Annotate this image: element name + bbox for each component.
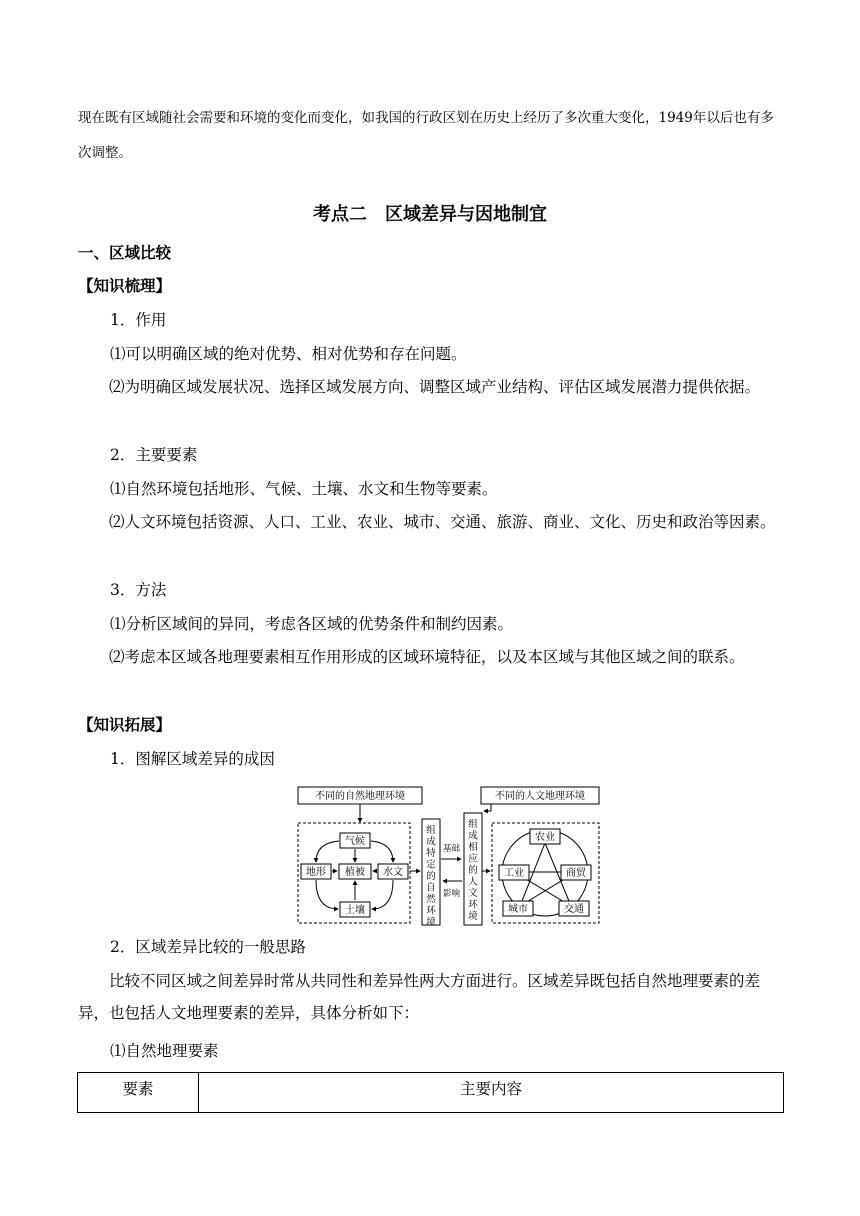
heading-region-comparison: 一、区域比较 (78, 244, 172, 262)
hydrology-label: 水文 (383, 867, 403, 878)
soil-label: 土壤 (345, 905, 365, 916)
extension-2-paragraph: 比较不同区域之间差异时常从共同性和差异性两大方面进行。区域差异既包括自然地理要素的差异，也包括人文地理要素的差异，具体分析如下： (78, 972, 761, 1022)
extension-2-heading: 2．区域差异比较的一般思路 (110, 938, 306, 956)
agriculture-label: 农业 (535, 832, 555, 843)
arrow-landform-soil (316, 880, 338, 909)
climate-label: 气候 (345, 836, 365, 847)
industry-label: 工业 (504, 868, 524, 879)
arrow-climate-hydrology (371, 841, 393, 862)
intro-paragraph: 现在既有区域随社会需要和环境的变化而变化，如我国的行政区划在历史上经历了多次重大变化，1949年以后也有多次调整。 (78, 110, 774, 161)
basis-label: 基础 (443, 844, 461, 854)
landform-label: 地形 (306, 867, 326, 878)
city-label: 城市 (508, 904, 528, 915)
item-2-heading: 2．主要要素 (110, 446, 198, 464)
section-title: 考点二 区域差异与因地制宜 (313, 204, 547, 225)
table-header-element: 要素 (78, 1073, 199, 1113)
tag-knowledge-review: 【知识梳理】 (78, 277, 172, 295)
vegetation-label: 植被 (345, 867, 365, 878)
region-difference-diagram (296, 785, 602, 927)
natural-elements-table (77, 1072, 784, 1113)
influence-label: 影响 (443, 889, 461, 899)
table-header-row (78, 1073, 784, 1113)
arrow-hydrology-soil (372, 880, 393, 909)
human-environment-header: 不同的人文地理环境 (495, 791, 585, 802)
item-3-heading: 3．方法 (110, 581, 167, 599)
tag-knowledge-extension: 【知识拓展】 (78, 716, 172, 734)
item-1-point-2: ⑵为明确区域发展状况、选择区域发展方向、调整区域产业结构、评估区域发展潜力提供依据。 (109, 378, 761, 396)
commerce-label: 商贸 (566, 868, 586, 879)
natural-environment-vertical-text: 组成特定的自然环境 (426, 825, 436, 927)
transport-label: 交通 (564, 904, 584, 915)
extension-1-heading: 1．图解区域差异的成因 (110, 750, 275, 768)
item-1-heading: 1．作用 (110, 311, 167, 329)
item-2-point-1: ⑴自然环境包括地形、气候、土壤、水文和生物等要素。 (110, 480, 498, 498)
human-environment-vertical-text: 组成相应的人文环境 (468, 819, 478, 922)
extension-2-subheading: ⑴自然地理要素 (110, 1042, 219, 1060)
table-header-content: 主要内容 (199, 1073, 784, 1113)
item-1-point-1: ⑴可以明确区域的绝对优势、相对优势和存在问题。 (110, 345, 467, 363)
item-3-point-2: ⑵考虑本区域各地理要素相互作用形成的区域环境特征，以及本区域与其他区域之间的联系。 (109, 648, 745, 666)
natural-environment-header: 不同的自然地理环境 (315, 791, 405, 802)
item-2-point-2: ⑵人文环境包括资源、人口、工业、农业、城市、交通、旅游、商业、文化、历史和政治等因素。 (109, 513, 776, 531)
arrow-climate-landform (316, 841, 339, 862)
item-3-point-1: ⑴分析区域间的异同，考虑各区域的优势条件和制约因素。 (110, 615, 514, 633)
